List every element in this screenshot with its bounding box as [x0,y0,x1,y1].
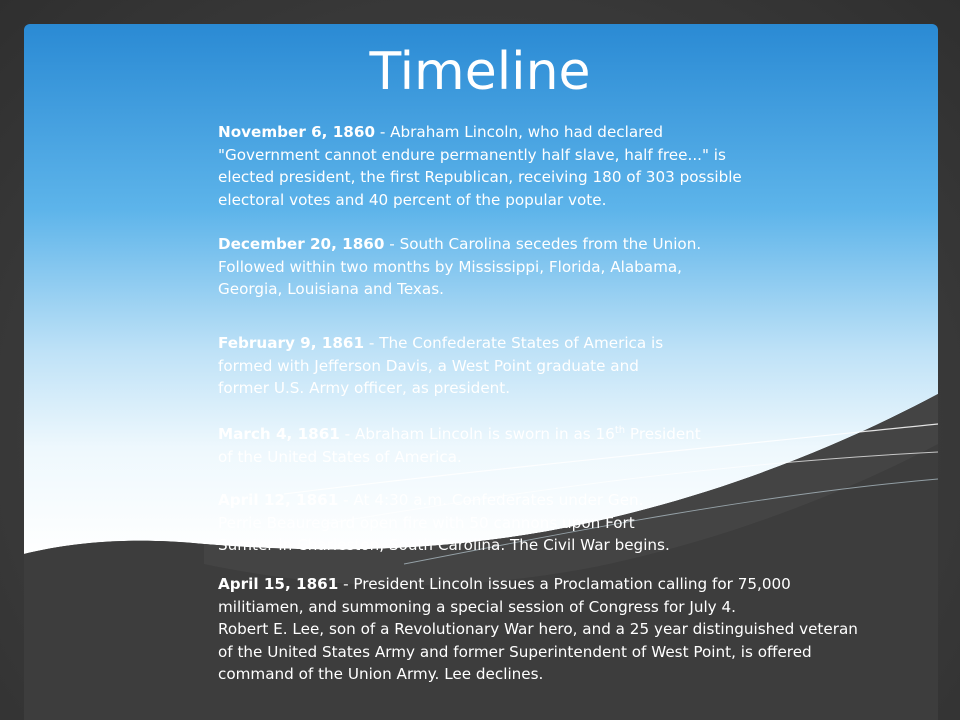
ordinal-suffix: th [614,424,626,436]
timeline-entry [218,423,718,468]
entry-text: - At 4:30 a.m. Confederates under Gen. Perrie Beauregard open fire with 50 cannons upon Fort Sumter in Charleston, South Carolina. The Civil War begins. [218,491,670,555]
entry-date: February 9, 1861 [218,334,365,352]
entry-date: April 15, 1861 [218,575,339,593]
entry-date: November 6, 1860 [218,123,376,141]
entry-date: April 12, 1861 [218,491,339,509]
entry-text-continued: President of the United States of America. [218,425,701,466]
slide-title: Timeline [369,42,591,102]
entry-date: March 4, 1861 [218,425,340,443]
entry-text: - Abraham Lincoln, who had declared "Government cannot endure permanently half slave, half free..." is elected president, the first Republican, receiving 180 of 303 possible electoral votes and 40 percent of the popular vote. [218,123,742,209]
entry-text: - Abraham Lincoln is sworn in as 16 [339,425,615,443]
entry-text-second-paragraph: Robert E. Lee, son of a Revolutionary War hero, and a 25 year distinguished veteran of the United States Army and former Superintendent of West Point, is offered command of the Union Army. Lee declines. [218,620,858,684]
timeline-entry [218,489,688,557]
entry-text: - President Lincoln issues a Proclamation calling for 75,000 militiamen, and summoning a special session of Congress for July 4. [218,575,791,616]
timeline-entry [218,233,738,301]
entry-text: - South Carolina secedes from the Union. Followed within two months by Mississippi, Florida, Alabama, Georgia, Louisiana and Texas. [218,235,702,299]
timeline-entry [218,573,858,686]
timeline-entry [218,332,678,400]
entry-date: December 20, 1860 [218,235,385,253]
timeline-entry [218,121,758,211]
entry-text: - The Confederate States of America is formed with Jefferson Davis, a West Point graduate and former U.S. Army officer, as president. [218,334,664,398]
